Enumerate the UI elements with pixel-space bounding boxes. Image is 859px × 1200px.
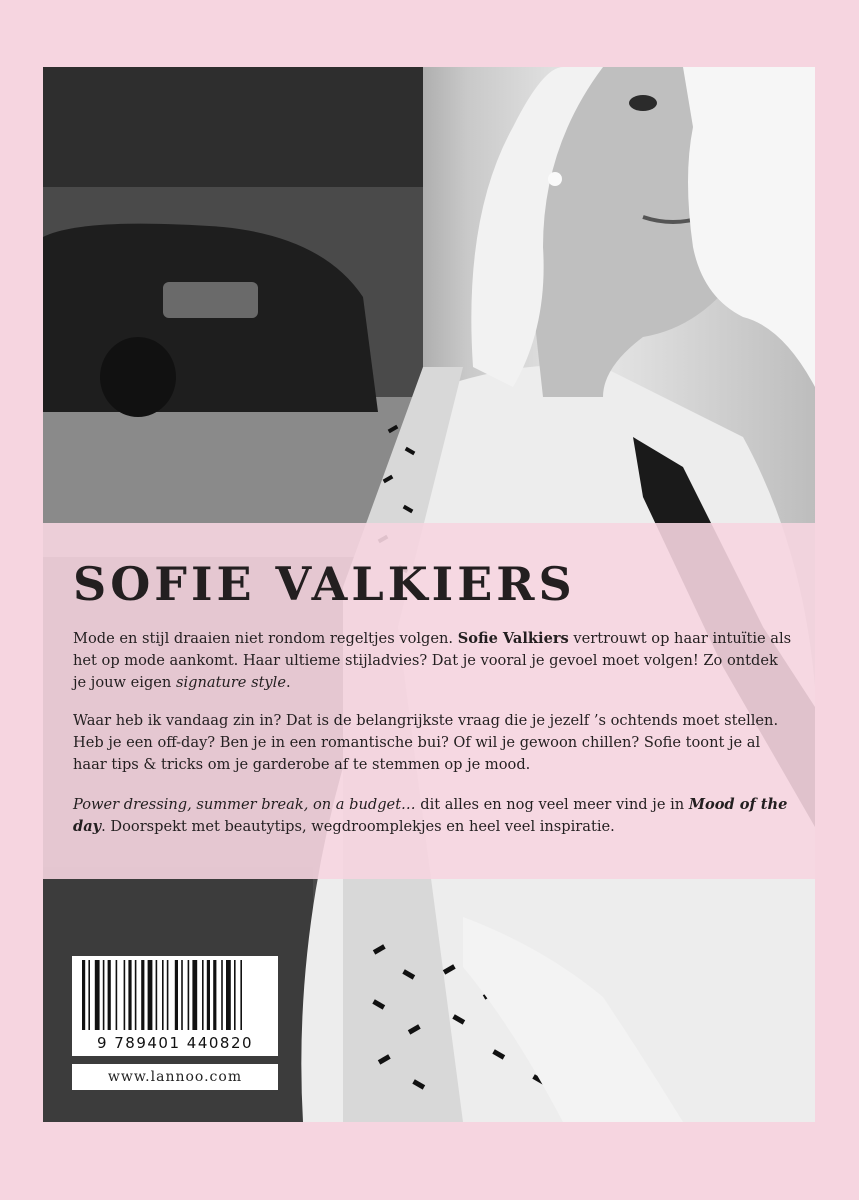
barcode-bar	[108, 960, 111, 1030]
blurb-1-text-b: vertrouwt op haar intuïtie als het op mode aankomt. Haar ultieme stijladvies? Dat je vooral je gevoel moet volgen! Zo ontdek je jouw eigen	[73, 630, 792, 691]
author-title: SOFIE VALKIERS	[73, 557, 576, 611]
barcode-bar	[167, 960, 169, 1030]
blurb-paragraph-1	[73, 628, 793, 694]
barcode-bar	[234, 960, 236, 1030]
barcode-bar	[135, 960, 137, 1030]
blurb-1-author-bold: Sofie Valkiers	[457, 630, 569, 647]
blurb-3-text-b: . Doorspekt met beautytips, wegdroomplekjes en heel veel inspiratie.	[101, 818, 615, 835]
blurb-3-book-title: Mood of the day	[73, 796, 788, 835]
blurb-3-italic: Power dressing, summer break, on a budget…	[73, 796, 416, 813]
barcode-bar	[192, 960, 197, 1030]
barcode-bar	[95, 960, 100, 1030]
blurb-1-text-a: Mode en stijl draaien niet rondom regeltjes volgen.	[73, 630, 458, 647]
barcode-bar	[240, 960, 242, 1030]
blurb-paragraph-3	[73, 794, 793, 838]
barcode-bar	[82, 960, 85, 1030]
barcode-bar	[88, 960, 90, 1030]
blurb-1-text-c: .	[286, 674, 291, 691]
barcode	[72, 956, 278, 1056]
isbn-number: 9 789401 440820	[96, 1034, 254, 1052]
blurb-3-text-a: dit alles en nog veel meer vind je in	[415, 796, 689, 813]
barcode-bar	[124, 960, 126, 1030]
barcode-bars	[82, 960, 268, 1030]
barcode-bar	[188, 960, 190, 1030]
barcode-bar	[226, 960, 231, 1030]
barcode-bar	[221, 960, 223, 1030]
barcode-bar	[207, 960, 210, 1030]
barcode-bar	[175, 960, 178, 1030]
blurb-paragraph-2: Waar heb ik vandaag zin in? Dat is de belangrijkste vraag die je jezelf ’s ochtends moet stellen. Heb je een off-day? Ben je in een romantische bui? Of wil je gewoon chillen? Sofie toont je al haar tips & tricks om je garderobe af te stemmen op je mood.	[73, 712, 779, 773]
barcode-bar	[202, 960, 204, 1030]
blurb-1-italic: signature style	[175, 674, 286, 691]
barcode-bar	[213, 960, 216, 1030]
barcode-bar	[141, 960, 144, 1030]
barcode-bar	[116, 960, 118, 1030]
barcode-bar	[162, 960, 164, 1030]
barcode-bar	[156, 960, 158, 1030]
barcode-bar	[148, 960, 153, 1030]
barcode-bar	[181, 960, 183, 1030]
barcode-bar	[103, 960, 105, 1030]
publisher-url: www.lannoo.com	[72, 1064, 278, 1090]
barcode-bar	[128, 960, 131, 1030]
